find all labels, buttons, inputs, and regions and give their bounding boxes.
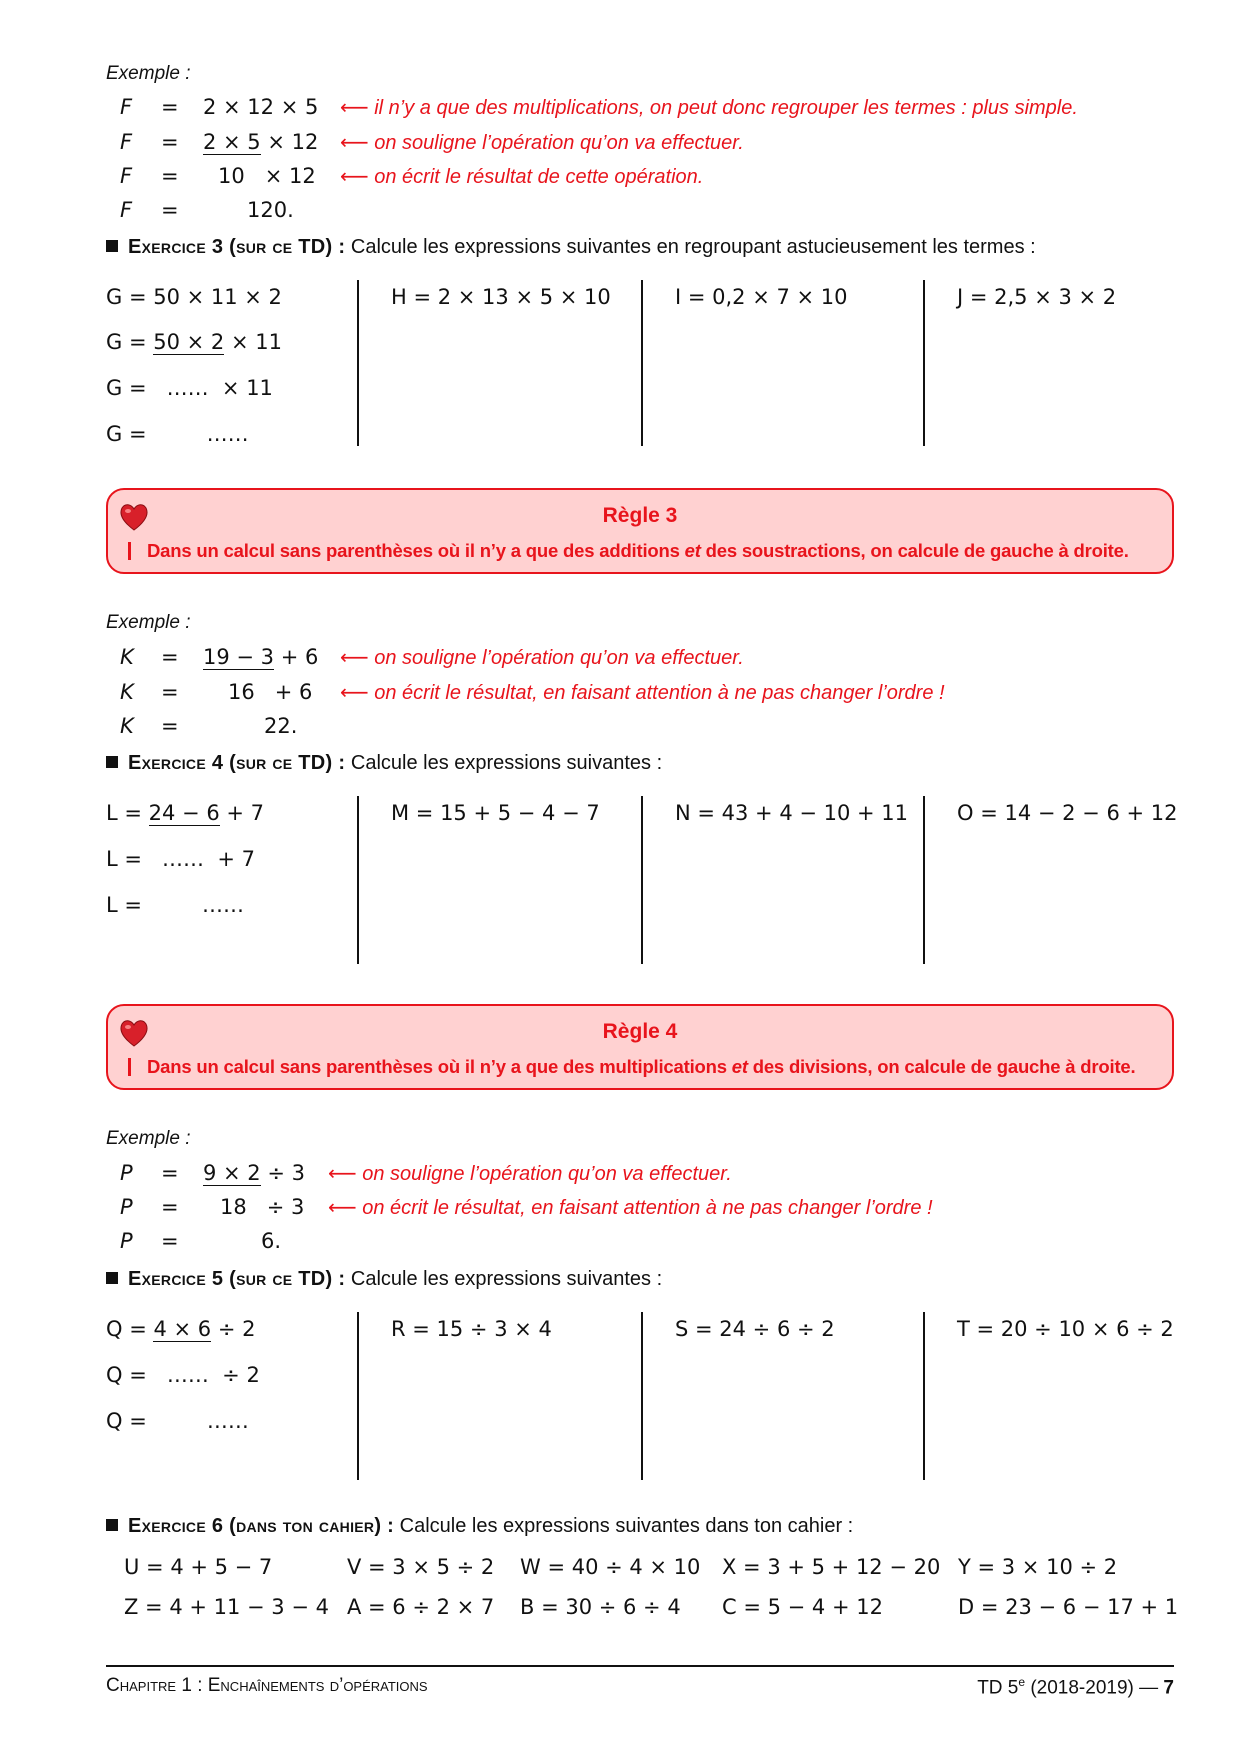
bullet-square-icon bbox=[106, 756, 118, 768]
bullet-square-icon bbox=[106, 1519, 118, 1531]
math-expression: 22. bbox=[264, 714, 298, 738]
expression-R: R = 15 ÷ 3 × 4 bbox=[391, 1317, 552, 1341]
equals-sign: = bbox=[161, 1229, 179, 1253]
math-expression: 16 + 6 bbox=[228, 680, 313, 704]
equals-sign: = bbox=[161, 680, 179, 704]
math-var: K bbox=[120, 645, 134, 669]
expression-A: A = 6 ÷ 2 × 7 bbox=[347, 1595, 495, 1619]
column-divider bbox=[641, 280, 643, 446]
column-divider bbox=[923, 796, 925, 964]
footer-page-info: TD 5e (2018-2019) — 7 bbox=[977, 1675, 1174, 1699]
annotation: ⟵ on écrit le résultat, en faisant attention à ne pas changer l’ordre ! bbox=[328, 1197, 933, 1219]
column-divider bbox=[357, 1312, 359, 1480]
equals-sign: = bbox=[161, 164, 179, 188]
arrow-left-icon: ⟵ bbox=[328, 1163, 357, 1185]
expression-L-result: L = …… bbox=[106, 893, 245, 917]
underlined-operation: 2 × 5 bbox=[203, 130, 261, 154]
expression-Q: Q = 4 × 6 ÷ 2 bbox=[106, 1317, 256, 1341]
expression-Y: Y = 3 × 10 ÷ 2 bbox=[958, 1555, 1118, 1579]
expression-O: O = 14 − 2 − 6 + 12 bbox=[957, 801, 1178, 825]
math-expression: 10 × 12 bbox=[218, 164, 316, 188]
rule-title: Règle 4 bbox=[602, 1020, 678, 1043]
equals-sign: = bbox=[161, 645, 179, 669]
underlined-operation: 9 × 2 bbox=[203, 1161, 261, 1185]
example-label: Exemple : bbox=[106, 1128, 191, 1149]
expression-N: N = 43 + 4 − 10 + 11 bbox=[675, 801, 909, 825]
math-var: P bbox=[120, 1229, 133, 1253]
math-expression: 6. bbox=[261, 1229, 282, 1253]
math-var: F bbox=[120, 164, 133, 188]
bullet-square-icon bbox=[106, 240, 118, 252]
arrow-left-icon: ⟵ bbox=[340, 647, 369, 669]
column-divider bbox=[923, 280, 925, 446]
expression-B: B = 30 ÷ 6 ÷ 4 bbox=[520, 1595, 681, 1619]
math-var: F bbox=[120, 95, 133, 119]
expression-G: G = 50 × 11 × 2 bbox=[106, 285, 282, 309]
column-divider bbox=[923, 1312, 925, 1480]
expression-I: I = 0,2 × 7 × 10 bbox=[675, 285, 848, 309]
column-divider bbox=[357, 796, 359, 964]
equals-sign: = bbox=[161, 714, 179, 738]
arrow-left-icon: ⟵ bbox=[340, 132, 369, 154]
expression-V: V = 3 × 5 ÷ 2 bbox=[347, 1555, 495, 1579]
underlined-operation: 4 × 6 bbox=[153, 1317, 212, 1341]
expression-C: C = 5 − 4 + 12 bbox=[722, 1595, 883, 1619]
math-expression: 2 × 5 × 12 bbox=[203, 130, 319, 154]
expression-L: L = 24 − 6 + 7 bbox=[106, 801, 264, 825]
exercise-6-heading: Exercice 6 (dans ton cahier) : Calcule les expressions suivantes dans ton cahier : bbox=[106, 1515, 853, 1538]
annotation: ⟵ il n’y a que des multiplications, on peut donc regrouper les termes : plus simple. bbox=[340, 97, 1078, 119]
arrow-left-icon: ⟵ bbox=[328, 1197, 357, 1219]
math-expression: 19 − 3 + 6 bbox=[203, 645, 319, 669]
example-label: Exemple : bbox=[106, 612, 191, 633]
expression-U: U = 4 + 5 − 7 bbox=[124, 1555, 273, 1579]
underlined-operation: 50 × 2 bbox=[153, 330, 225, 354]
annotation: ⟵ on souligne l’opération qu’on va effectuer. bbox=[328, 1163, 732, 1185]
math-expression: 120. bbox=[247, 198, 294, 222]
column-divider bbox=[641, 1312, 643, 1480]
underlined-operation: 24 − 6 bbox=[148, 801, 220, 825]
equals-sign: = bbox=[161, 95, 179, 119]
equals-sign: = bbox=[161, 1195, 179, 1219]
math-var: P bbox=[120, 1195, 133, 1219]
rule-text: Dans un calcul sans parenthèses où il n’y a que des additions et des soustractions, on calcule de gauche à droite. bbox=[128, 540, 1129, 562]
expression-H: H = 2 × 13 × 5 × 10 bbox=[391, 285, 611, 309]
expression-G-step: G = 50 × 2 × 11 bbox=[106, 330, 282, 354]
annotation: ⟵ on souligne l’opération qu’on va effectuer. bbox=[340, 132, 744, 154]
annotation: ⟵ on souligne l’opération qu’on va effectuer. bbox=[340, 647, 744, 669]
expression-M: M = 15 + 5 − 4 − 7 bbox=[391, 801, 600, 825]
rule-4-box bbox=[106, 1004, 1174, 1090]
equals-sign: = bbox=[161, 1161, 179, 1185]
math-expression: 2 × 12 × 5 bbox=[203, 95, 319, 119]
rule-text: Dans un calcul sans parenthèses où il n’y a que des multiplications et des divisions, on calcule de gauche à droite. bbox=[128, 1056, 1135, 1078]
annotation: ⟵ on écrit le résultat, en faisant attention à ne pas changer l’ordre ! bbox=[340, 682, 945, 704]
arrow-left-icon: ⟵ bbox=[340, 97, 369, 119]
underlined-operation: 19 − 3 bbox=[203, 645, 275, 669]
arrow-left-icon: ⟵ bbox=[340, 166, 369, 188]
expression-D: D = 23 − 6 − 17 + 1 bbox=[958, 1595, 1179, 1619]
expression-T: T = 20 ÷ 10 × 6 ÷ 2 bbox=[957, 1317, 1174, 1341]
expression-X: X = 3 + 5 + 12 − 20 bbox=[722, 1555, 941, 1579]
expression-W: W = 40 ÷ 4 × 10 bbox=[520, 1555, 701, 1579]
math-expression: 18 ÷ 3 bbox=[220, 1195, 305, 1219]
example-label: Exemple : bbox=[106, 63, 191, 84]
expression-Q-result: Q = …… bbox=[106, 1409, 249, 1433]
exercise-3-heading: Exercice 3 (sur ce TD) : Calcule les expressions suivantes en regroupant astucieusement les termes : bbox=[106, 236, 1036, 259]
annotation: ⟵ on écrit le résultat de cette opération. bbox=[340, 166, 704, 188]
expression-G-blank: G = …… × 11 bbox=[106, 376, 273, 400]
footer-divider bbox=[106, 1665, 1174, 1667]
math-var: F bbox=[120, 130, 133, 154]
math-var: P bbox=[120, 1161, 133, 1185]
column-divider bbox=[357, 280, 359, 446]
expression-J: J = 2,5 × 3 × 2 bbox=[957, 285, 1117, 309]
expression-G-result: G = …… bbox=[106, 422, 249, 446]
math-var: K bbox=[120, 714, 134, 738]
expression-S: S = 24 ÷ 6 ÷ 2 bbox=[675, 1317, 835, 1341]
rule-3-box bbox=[106, 488, 1174, 574]
column-divider bbox=[641, 796, 643, 964]
arrow-left-icon: ⟵ bbox=[340, 682, 369, 704]
expression-Q-blank: Q = …… ÷ 2 bbox=[106, 1363, 260, 1387]
expression-Z: Z = 4 + 11 − 3 − 4 bbox=[124, 1595, 329, 1619]
equals-sign: = bbox=[161, 198, 179, 222]
math-var: F bbox=[120, 198, 133, 222]
page-number: 7 bbox=[1163, 1677, 1174, 1699]
expression-L-blank: L = …… + 7 bbox=[106, 847, 255, 871]
footer-chapter: Chapitre 1 : Enchaînements d’opérations bbox=[106, 1675, 428, 1696]
bullet-square-icon bbox=[106, 1272, 118, 1284]
exercise-4-heading: Exercice 4 (sur ce TD) : Calcule les expressions suivantes : bbox=[106, 752, 662, 775]
math-var: K bbox=[120, 680, 134, 704]
rule-title: Règle 3 bbox=[602, 504, 678, 527]
equals-sign: = bbox=[161, 130, 179, 154]
math-expression: 9 × 2 ÷ 3 bbox=[203, 1161, 305, 1185]
exercise-5-heading: Exercice 5 (sur ce TD) : Calcule les expressions suivantes : bbox=[106, 1268, 662, 1291]
